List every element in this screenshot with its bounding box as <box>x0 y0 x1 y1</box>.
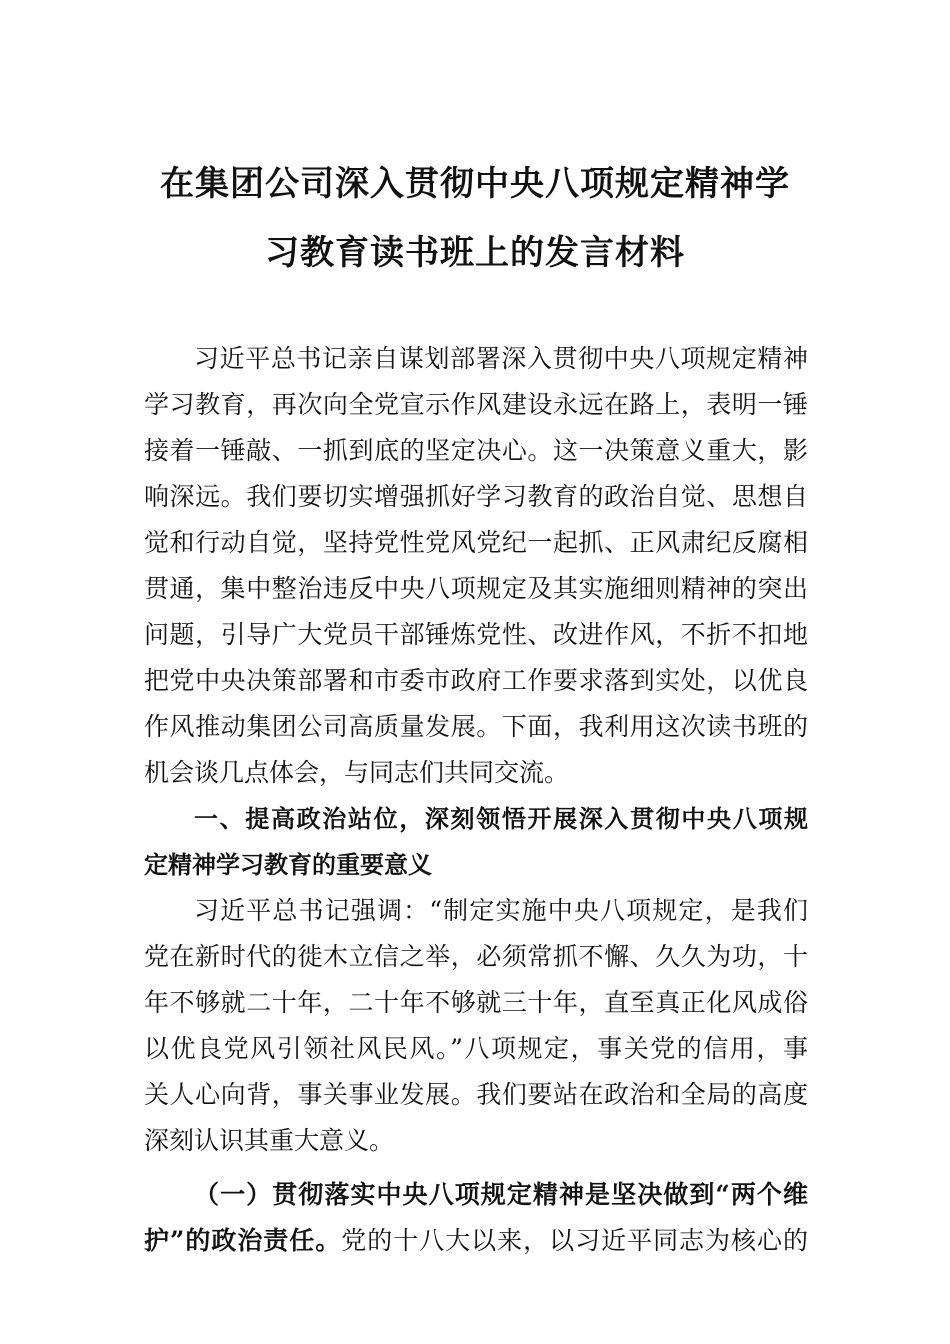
paragraph-1-line: 问题，引导广大党员干部锤炼党性、改进作风，不折不扣地 <box>144 620 808 649</box>
document-title-line-2: 习教育读书班上的发言材料 <box>265 233 685 273</box>
paragraph-1-line: 学习教育，再次向全党宣示作风建设永远在路上，表明一锤 <box>144 390 808 419</box>
paragraph-1-line: 把党中央决策部署和市委市政府工作要求落到实处，以优良 <box>144 666 808 695</box>
document-title-line-1: 在集团公司深入贯彻中央八项规定精神学 <box>160 164 790 204</box>
paragraph-1-line: 觉和行动自觉，坚持党性党风党纪一起抓、正风肃纪反腐相 <box>144 528 808 557</box>
paragraph-1-line: 习近平总书记亲自谋划部署深入贯彻中央八项规定精神 <box>194 344 808 373</box>
paragraph-2-line: 习近平总书记强调：“制定实施中央八项规定，是我们 <box>194 896 808 925</box>
section-heading-1: 一、提高政治站位，深刻领悟开展深入贯彻中央八项规 <box>194 805 808 833</box>
paragraph-3-line <box>144 1218 808 1264</box>
document-body <box>144 336 808 1264</box>
paragraph-2-line: 深刻认识其重大意义。 <box>144 1126 395 1155</box>
paragraph-3-text: 党的十八大以来，以习近平同志为核心的 <box>341 1226 808 1255</box>
paragraph-1-line: 接着一锤敲、一抓到底的坚定决心。这一决策意义重大，影 <box>144 436 808 465</box>
paragraph-1-line: 贯通，集中整治违反中央八项规定及其实施细则精神的突出 <box>144 574 808 603</box>
paragraph-2-line: 党在新时代的徙木立信之举，必须常抓不懈、久久为功，十 <box>144 942 808 971</box>
section-heading-1: 定精神学习教育的重要意义 <box>144 851 432 879</box>
paragraph-2-line: 年不够就二十年，二十年不够就三十年，直至真正化风成俗 <box>144 988 808 1017</box>
paragraph-1-line: 机会谈几点体会，与同志们共同交流。 <box>144 758 570 787</box>
paragraph-1-line: 响深远。我们要切实增强抓好学习教育的政治自觉、思想自 <box>144 482 808 511</box>
subsection-heading-1: （一）贯彻落实中央八项规定精神是坚决做到“两个维 <box>194 1180 808 1209</box>
subsection-heading-1-end: 护”的政治责任。 <box>144 1226 342 1255</box>
paragraph-2-line: 以优良党风引领社风民风。”八项规定，事关党的信用，事 <box>144 1034 808 1063</box>
paragraph-2-line: 关人心向背，事关事业发展。我们要站在政治和全局的高度 <box>144 1080 808 1109</box>
paragraph-1-line: 作风推动集团公司高质量发展。下面，我利用这次读书班的 <box>144 712 808 741</box>
